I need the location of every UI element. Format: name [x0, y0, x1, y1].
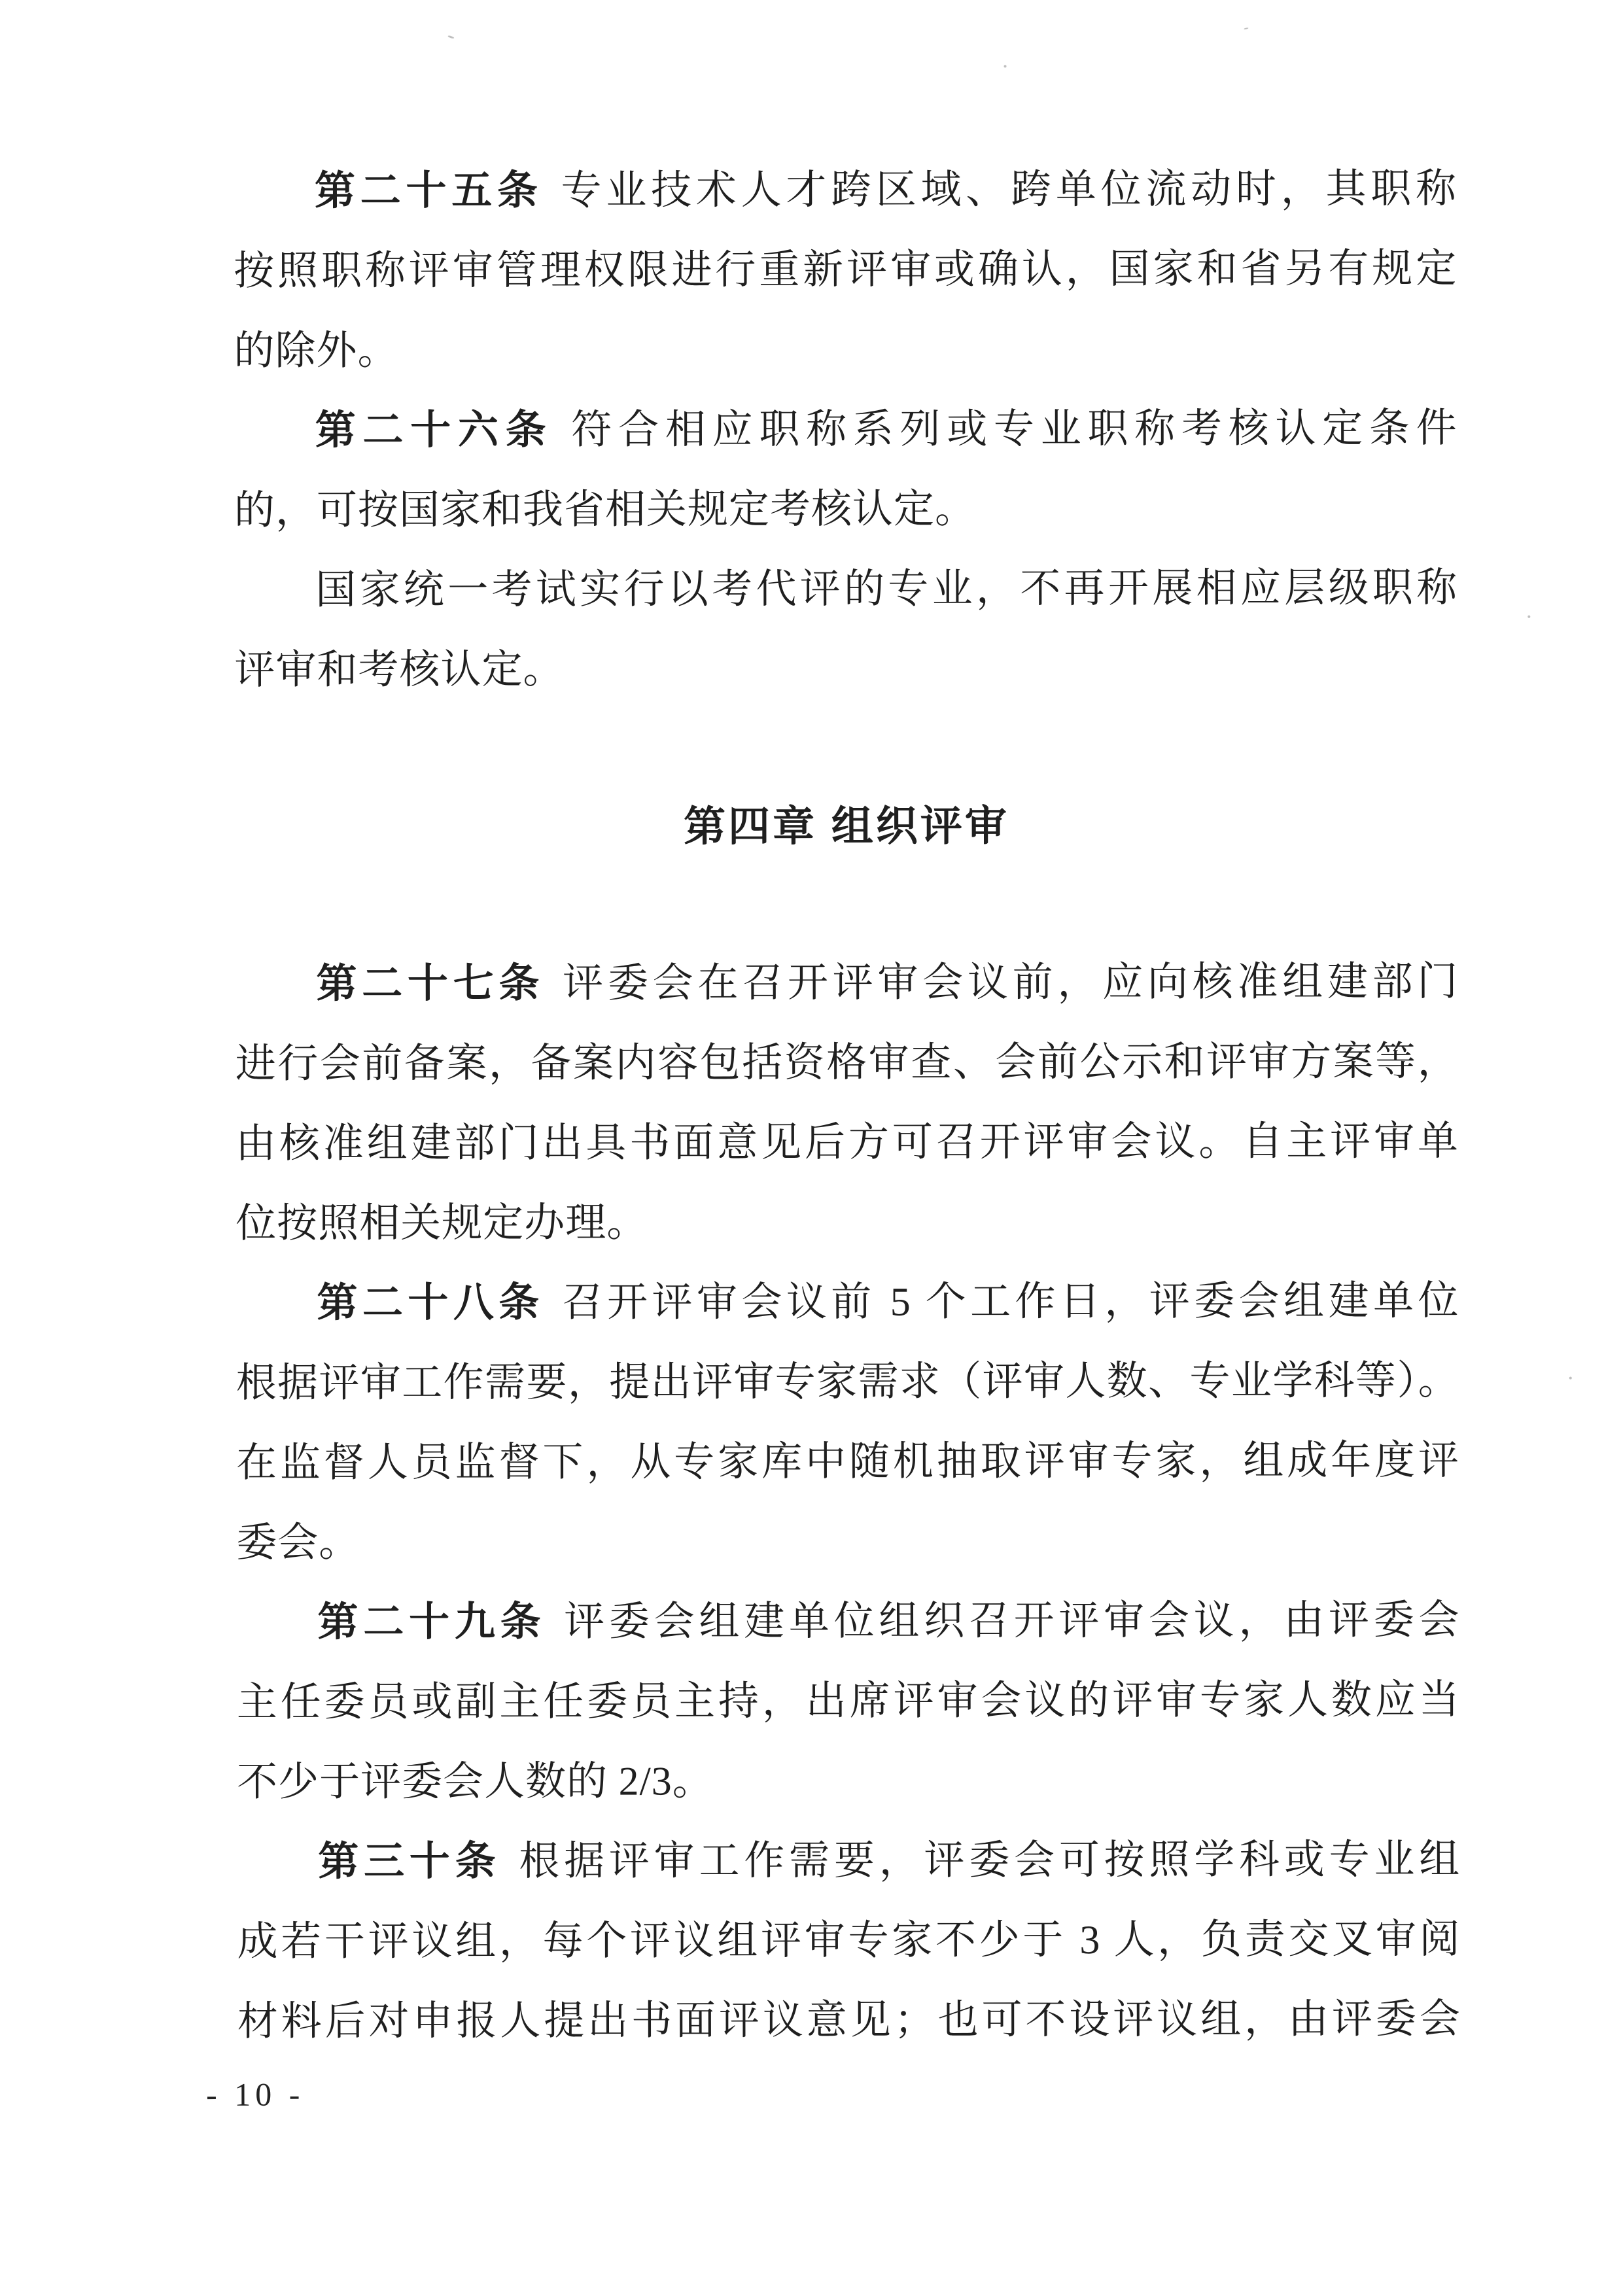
text-line-article-26	[234, 389, 1457, 471]
line-text: 在监督人员监督下，从专家库中随机抽取评审专家，组成年度评	[236, 1438, 1460, 1486]
article-number: 第二十八条	[317, 1279, 544, 1326]
chapter-heading: 第四章 组织评审	[684, 802, 1009, 850]
line-text: 符合相应职称系列或专业职称考核认定条件	[571, 406, 1457, 453]
text-line	[237, 1660, 1460, 1743]
line-text: 的，可按国家和我省相关规定考核认定。	[234, 487, 977, 533]
text-line-article-27	[235, 942, 1458, 1024]
scan-speck	[1004, 65, 1007, 67]
article-number: 第三十条	[318, 1838, 501, 1885]
text-line	[236, 1341, 1459, 1423]
line-text: 专业技术人才跨区域、跨单位流动时，其职称	[561, 166, 1457, 213]
text-line	[234, 468, 1457, 551]
line-text: 召开评审会议前 5 个工作日，评委会组建单位	[562, 1278, 1459, 1325]
article-number: 第二十七条	[316, 960, 545, 1007]
scan-speck	[1569, 1377, 1572, 1380]
line-text: 主任委员或副主任委员主持，出席评审会议的评审专家人数应当	[236, 1677, 1460, 1725]
text-line	[236, 1421, 1459, 1503]
line-text: 由核准组建部门出具书面意见后方可召开评审会议。自主评审单	[235, 1119, 1459, 1166]
article-number: 第二十六条	[315, 407, 553, 453]
line-text: 评委会组建单位组织召开评审会议，由评委会	[564, 1597, 1460, 1644]
page-number: - 10 -	[205, 2076, 305, 2113]
article-number: 第二十九条	[317, 1599, 546, 1645]
line-text: 根据评审工作需要，提出评审专家需求（评审人数、专业学科等）。	[236, 1358, 1459, 1406]
line-text: 位按照相关规定办理。	[236, 1200, 648, 1246]
line-text: 成若干评议组，每个评议组评审专家不少于 3 人，负责交叉审阅	[237, 1917, 1461, 1964]
text-line	[237, 1740, 1460, 1822]
text-line	[237, 1979, 1461, 2062]
text-line	[234, 229, 1457, 311]
article-number: 第二十五条	[314, 167, 543, 214]
line-text: 不少于评委会人数的 2/3。	[236, 1759, 714, 1805]
text-line-article-30	[237, 1820, 1460, 1902]
text-line	[234, 309, 1457, 391]
line-text: 的除外。	[234, 328, 399, 374]
scan-speck	[447, 35, 454, 39]
line-text: 根据评审工作需要，评委会可按照学科或专业组	[519, 1837, 1461, 1884]
line-text: 按照职称评审管理权限进行重新评审或确认，国家和省另有规定	[234, 246, 1457, 294]
line-text: 进行会前备案，备案内容包括资格审查、会前公示和评审方案等，	[235, 1039, 1459, 1087]
text-line	[237, 1900, 1460, 1982]
text-column	[234, 149, 1461, 2062]
text-line	[236, 1501, 1459, 1583]
line-text: 材料后对申报人提出书面评议意见；也可不设评议组，由评委会	[237, 1996, 1461, 2044]
line-text: 评委会在召开评审会议前，应向核准组建部门	[563, 959, 1459, 1006]
text-line	[236, 1022, 1459, 1104]
line-text: 评审和考核认定。	[234, 647, 565, 693]
text-line	[234, 628, 1457, 710]
text-line-article-28	[236, 1261, 1459, 1344]
text-line	[236, 1102, 1459, 1184]
line-text: 国家统一考试实行以考代评的专业，不再开展相应层级职称	[315, 565, 1458, 613]
text-line	[236, 1181, 1459, 1264]
scan-speck	[1527, 616, 1530, 618]
text-line	[234, 548, 1457, 631]
text-line-article-29	[236, 1580, 1459, 1663]
scan-speck	[1244, 27, 1248, 29]
line-text: 委会。	[236, 1520, 360, 1565]
text-line-article-25	[234, 149, 1457, 232]
